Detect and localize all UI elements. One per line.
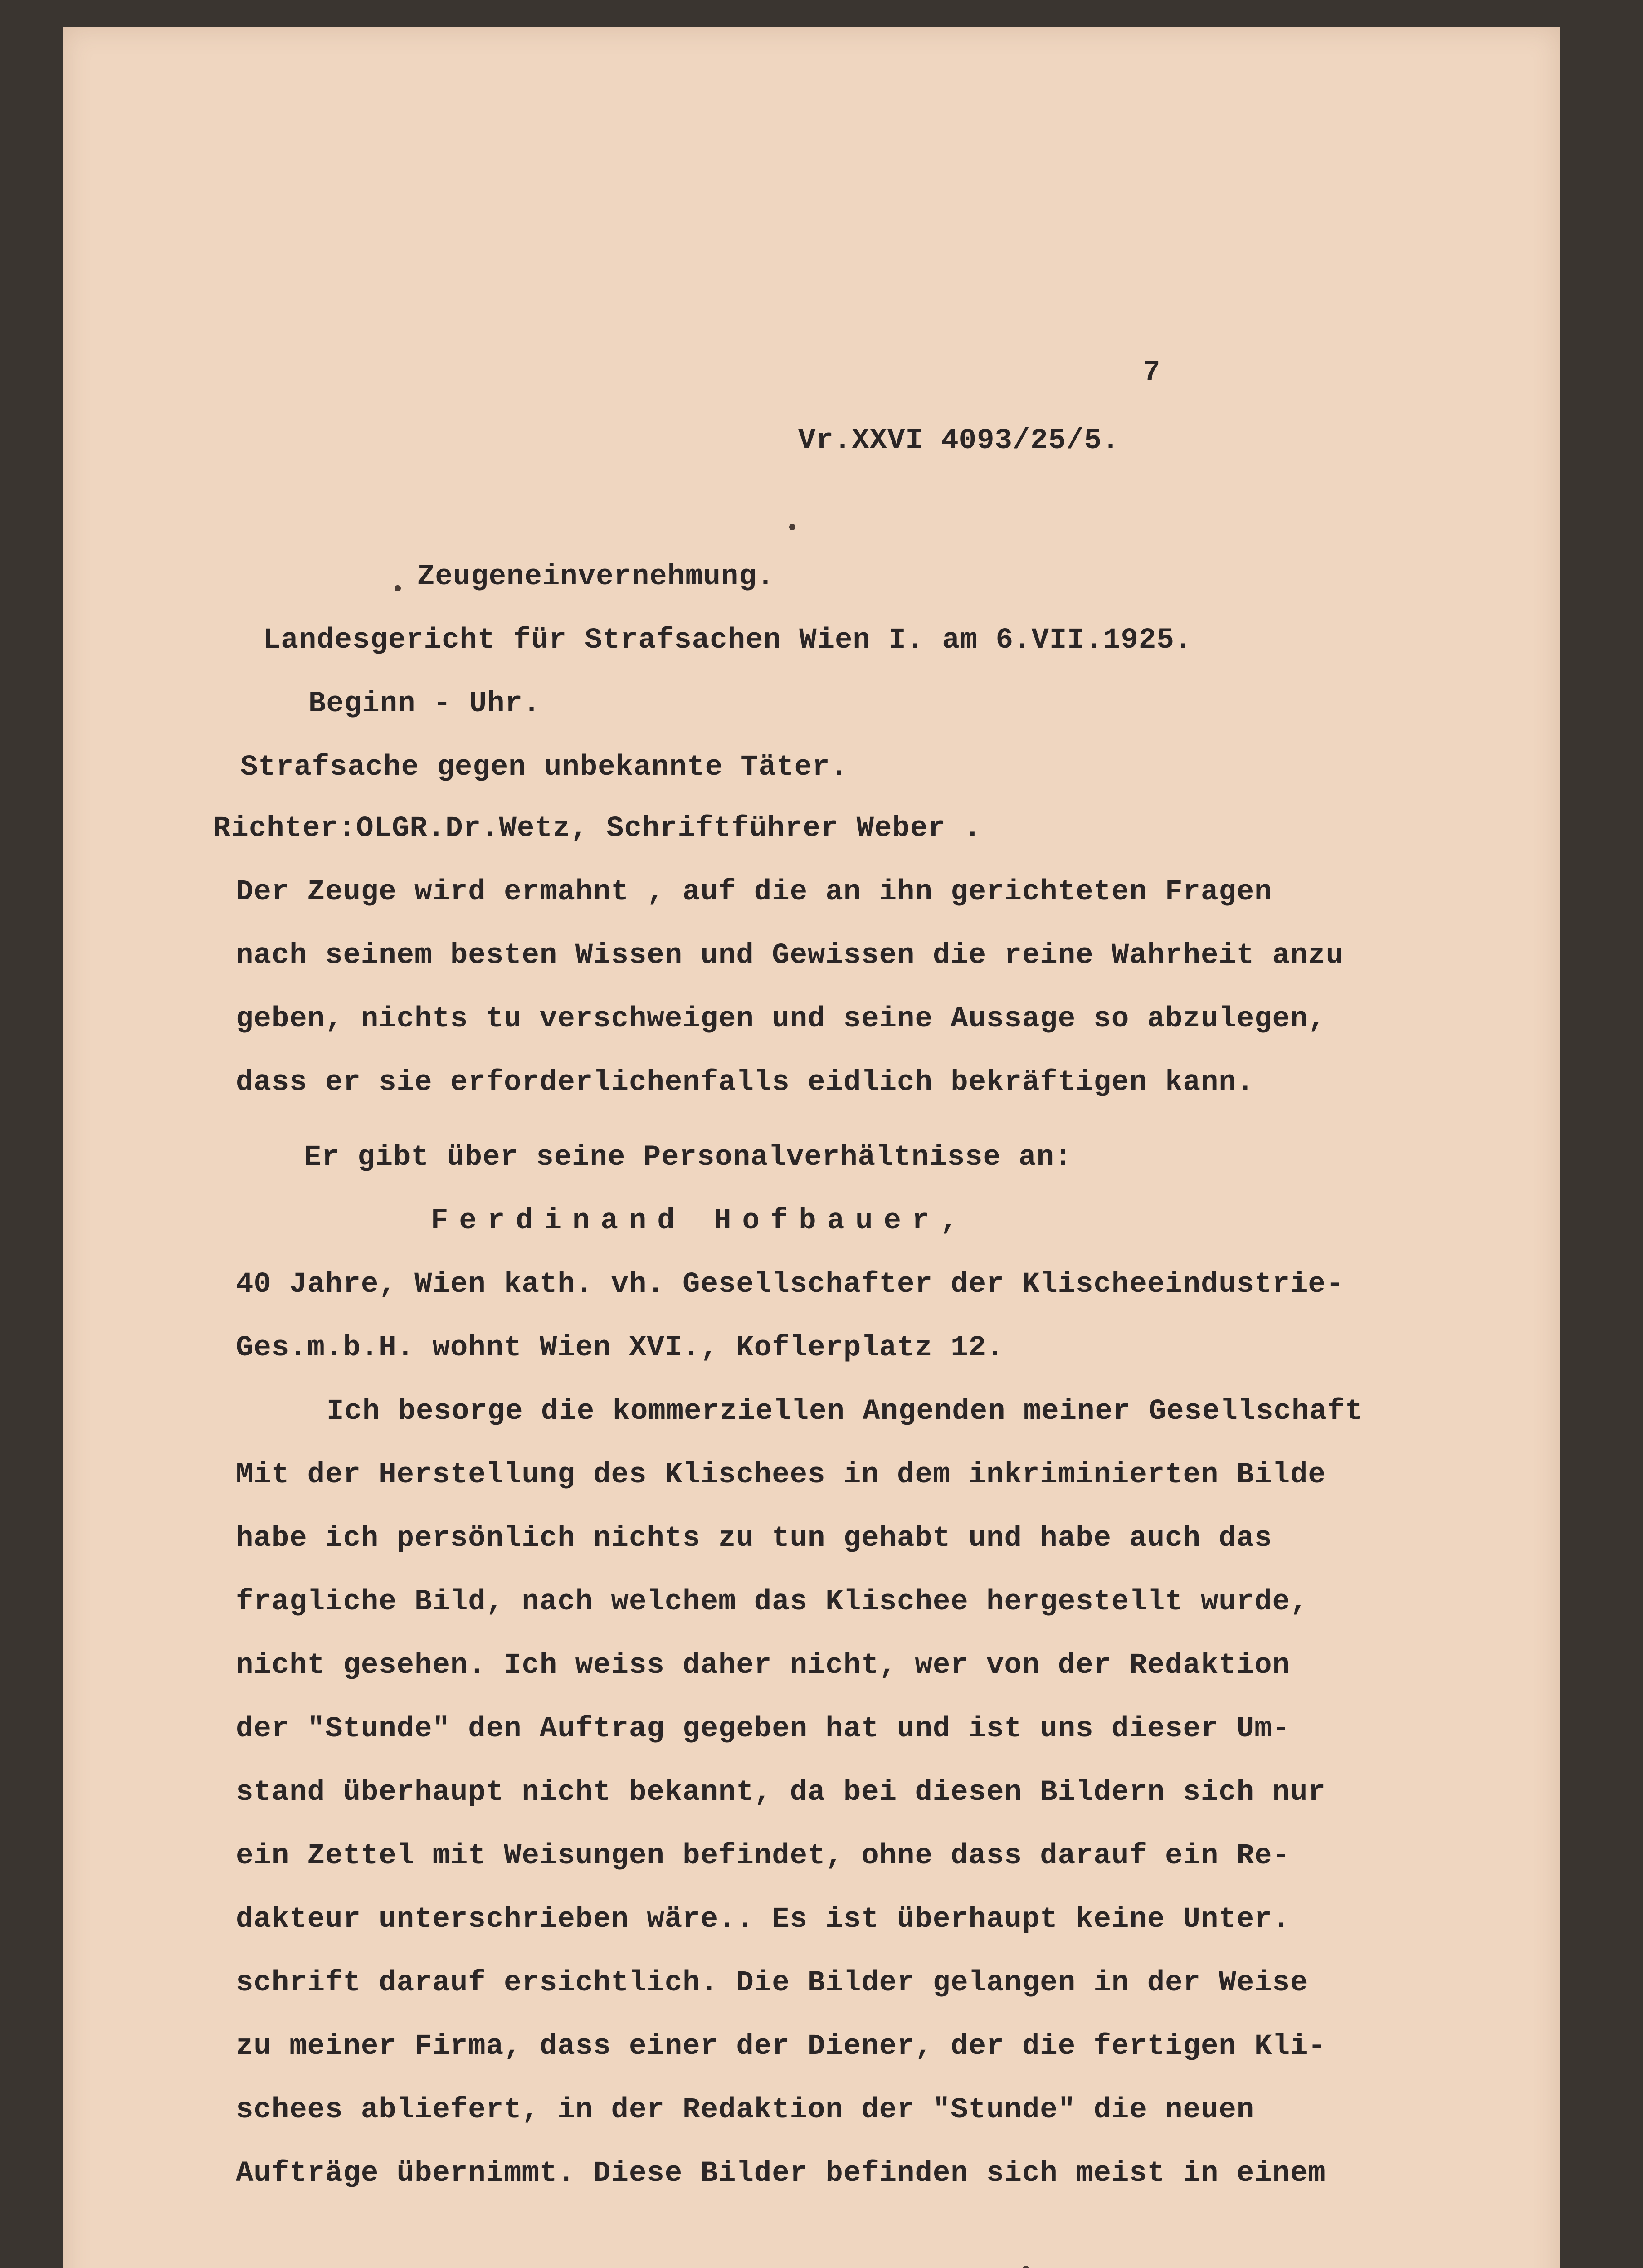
statement-line: ein Zettel mit Weisungen befindet, ohne dass darauf ein Re- <box>236 1840 1290 1872</box>
admonition-line: dass er sie erforderlichenfalls eidlich bekräftigen kann. <box>236 1066 1255 1099</box>
case-reference: Vr.XXVI 4093/25/5. <box>798 425 1120 457</box>
admonition-line: geben, nichts tu verschweigen und seine Aussage so abzulegen, <box>236 1003 1326 1036</box>
personal-details-line: 40 Jahre, Wien kath. vh. Gesellschafter der Klischeeindustrie- <box>236 1268 1344 1301</box>
personal-intro: Er gibt über seine Personalverhältnisse an: <box>304 1141 1073 1174</box>
page-number: 7 <box>1143 357 1161 389</box>
statement-line: habe ich persönlich nichts zu tun gehabt und habe auch das <box>236 1522 1272 1555</box>
statement-line: schrift darauf ersichtlich. Die Bilder gelangen in der Weise <box>236 1967 1308 1999</box>
statement-line: stand überhaupt nicht bekannt, da bei diesen Bildern sich nur <box>236 1776 1326 1809</box>
case-line: Strafsache gegen unbekannte Täter. <box>240 751 848 784</box>
document-title: Zeugeneinvernehmung. <box>417 561 775 593</box>
admonition-line: nach seinem besten Wissen und Gewissen die reine Wahrheit anzu <box>236 939 1344 972</box>
statement-line: zu meiner Firma, dass einer der Diener, der die fertigen Kli- <box>236 2030 1326 2063</box>
personal-details-line: Ges.m.b.H. wohnt Wien XVI., Koflerplatz 12. <box>236 1332 1004 1364</box>
statement-line: Mit der Herstellung des Klischees in dem inkriminierten Bilde <box>236 1459 1326 1491</box>
statement-line: Aufträge übernimmt. Diese Bilder befinden sich meist in einem <box>236 2157 1326 2190</box>
statement-line: dakteur unterschrieben wäre.. Es ist überhaupt keine Unter. <box>236 1903 1290 1936</box>
statement-line: nicht gesehen. Ich weiss daher nicht, wer von der Redaktion <box>236 1649 1290 1682</box>
admonition-line: Der Zeuge wird ermahnt , auf die an ihn gerichteten Fragen <box>236 876 1272 909</box>
statement-line: schees abliefert, in der Redaktion der "Stunde" die neuen <box>236 2094 1255 2126</box>
begin-line: Beginn - Uhr. <box>308 688 541 720</box>
paper-speck <box>789 524 795 530</box>
statement-line: der "Stunde" den Auftrag gegeben hat und ist uns dieser Um- <box>236 1713 1290 1745</box>
statement-line: fragliche Bild, nach welchem das Klischee hergestellt wurde, <box>236 1586 1308 1618</box>
court-line: Landesgericht für Strafsachen Wien I. am 6.VII.1925. <box>263 624 1193 657</box>
judge-line: Richter:OLGR.Dr.Wetz, Schriftführer Weber . <box>213 812 982 845</box>
paper-speck <box>395 585 401 591</box>
statement-line: Ich besorge die kommerziellen Angenden meiner Gesellschaft <box>327 1395 1363 1428</box>
witness-name: Ferdinand Hofbauer, <box>431 1205 969 1237</box>
